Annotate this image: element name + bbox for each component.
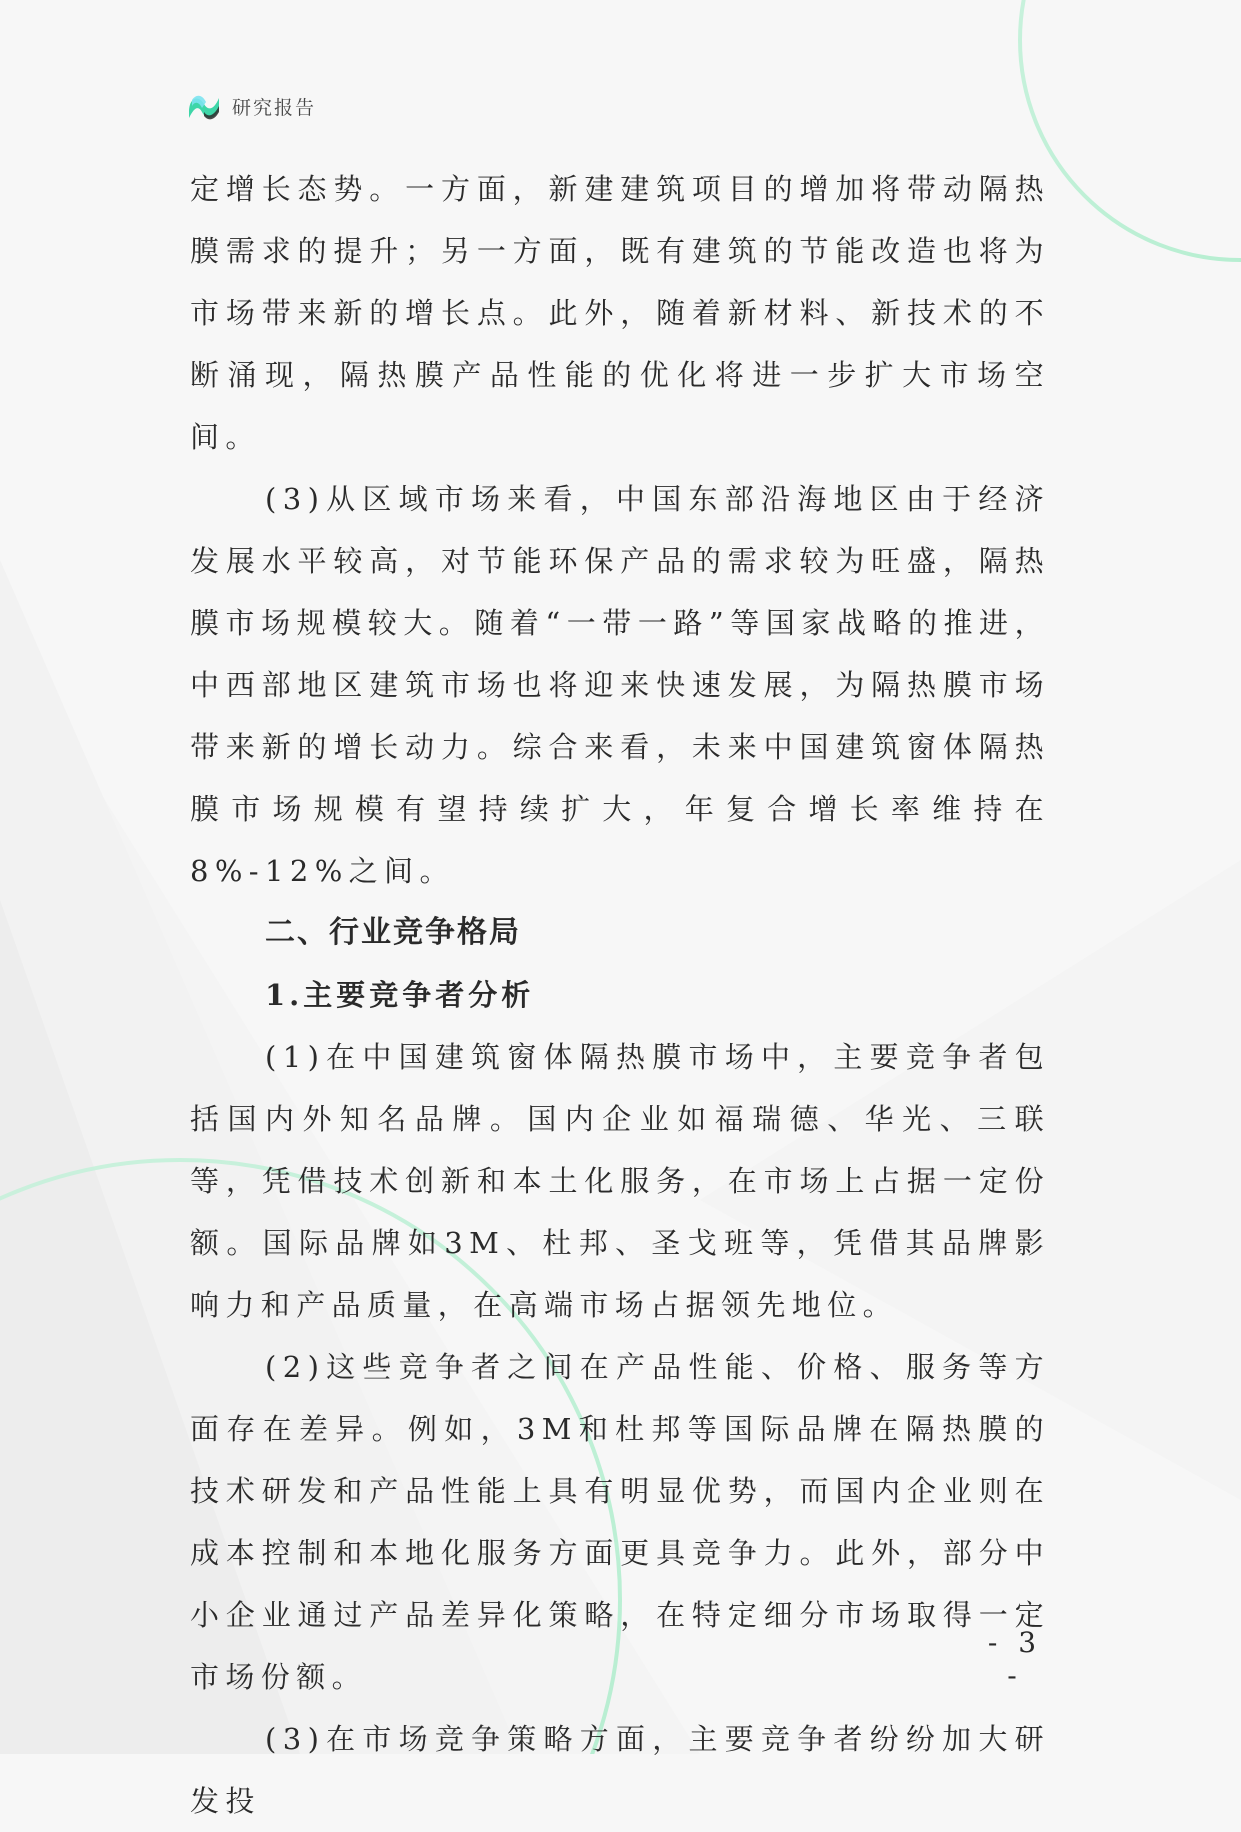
section-heading: 二、行业竞争格局 [265,915,521,950]
document-body [190,158,1050,1832]
body-paragraph: (1)在中国建筑窗体隔热膜市场中，主要竞争者包括国内外知名品牌。国内企业如福瑞德、华光、三联等，凭借技术创新和本土化服务，在市场上占据一定份额。国际品牌如3M、杜邦、圣戈班等，凭借其品牌影响力和产品质量，在高端市场占据领先地位。 [190,1040,1050,1322]
subsection-heading: 1.主要竞争者分析 [265,978,535,1012]
body-paragraph: (2)这些竞争者之间在产品性能、价格、服务等方面存在差异。例如，3M和杜邦等国际品牌在隔热膜的技术研发和产品性能上具有明显优势，而国内企业则在成本控制和本地化服务方面更具竞争力。此外，部分中小企业通过产品差异化策略，在特定细分市场取得一定市场份额。 [190,1350,1050,1694]
brand-logo-icon [186,88,222,124]
header-title: 研究报告 [232,96,317,119]
body-paragraph: 定增长态势。一方面，新建建筑项目的增加将带动隔热膜需求的提升；另一方面，既有建筑的节能改造也将为市场带来新的增长点。此外，随着新材料、新技术的不断涌现，隔热膜产品性能的优化将进一步扩大市场空间。 [190,172,1050,454]
body-paragraph: (3)从区域市场来看，中国东部沿海地区由于经济发展水平较高，对节能环保产品的需求较为旺盛，隔热膜市场规模较大。随着“一带一路”等国家战略的推进，中西部地区建筑市场也将迎来快速发展，为隔热膜市场带来新的增长动力。综合来看，未来中国建筑窗体隔热膜市场规模有望持续扩大，年复合增长率维持在8%-12%之间。 [190,482,1050,888]
body-paragraph: (3)在市场竞争策略方面，主要竞争者纷纷加大研发投 [190,1722,1050,1818]
page-number: - 3 - [987,1626,1043,1692]
report-header [186,86,316,126]
